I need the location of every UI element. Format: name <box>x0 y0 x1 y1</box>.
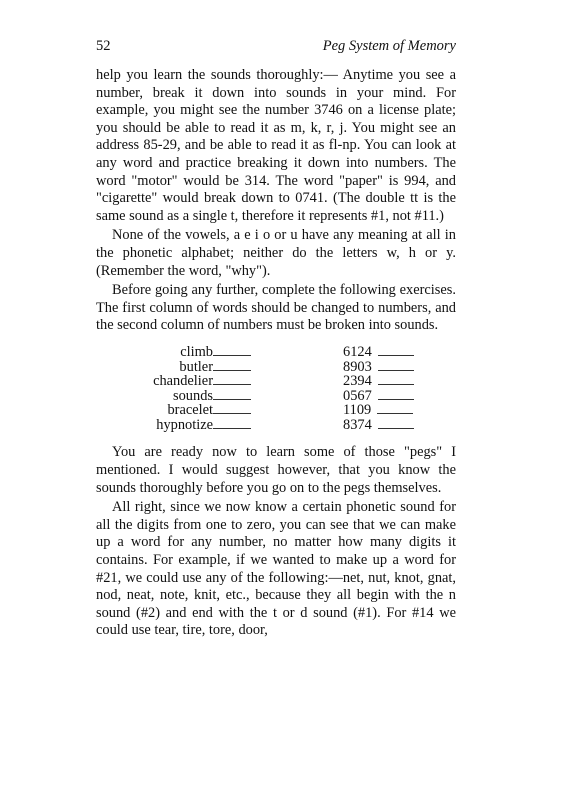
exercise-row <box>96 418 456 433</box>
exercise-number: 8374 <box>343 418 414 433</box>
page-header <box>96 38 456 60</box>
answer-blank[interactable] <box>213 403 251 414</box>
answer-blank[interactable] <box>213 389 251 400</box>
paragraph-words-for-numbers: All right, since we now know a certain phonetic sound for all the digits from one to zero, you can see that we can make up a word for any number, no matter how many digits it contains. For example, if we wanted to make up a word for #21, we could use any of the following:—net, nut, knot, gnat, nod, neat, note, knit, etc., because they all begin with the n sound (#2) and end with the t or d sound (#1). For #14 we could use tear, tire, tore, door, <box>96 499 456 639</box>
exercise-word: bracelet <box>167 403 251 418</box>
exercise-word: climb <box>180 345 251 360</box>
paragraph-vowels: None of the vowels, a e i o or u have any meaning at all in the phonetic alphabet; neither do the letters w, h or y. (Remember the word, "why"). <box>96 227 456 279</box>
answer-blank[interactable] <box>213 418 251 429</box>
exercise-word: chandelier <box>153 374 251 389</box>
exercise-row <box>96 403 456 418</box>
answer-blank[interactable] <box>213 345 251 356</box>
answer-blank[interactable] <box>378 360 414 371</box>
answer-blank[interactable] <box>378 345 414 356</box>
exercise-table <box>96 345 456 433</box>
answer-blank[interactable] <box>213 374 251 385</box>
paragraph-pegs: You are ready now to learn some of those "pegs" I mentioned. I would suggest however, that you know the sounds thoroughly before you go on to the pegs themselves. <box>96 444 456 496</box>
exercise-number: 2394 <box>343 374 414 389</box>
exercise-word: butler <box>179 360 251 375</box>
book-page <box>96 38 456 642</box>
exercise-row <box>96 374 456 389</box>
answer-blank[interactable] <box>377 403 413 414</box>
running-head: Peg System of Memory <box>322 38 456 54</box>
answer-blank[interactable] <box>213 360 251 371</box>
answer-blank[interactable] <box>378 374 414 385</box>
exercise-number: 8903 <box>343 360 414 375</box>
exercise-number: 6124 <box>343 345 414 360</box>
exercise-row <box>96 345 456 360</box>
answer-blank[interactable] <box>378 418 414 429</box>
exercise-row <box>96 389 456 404</box>
exercise-row <box>96 360 456 375</box>
paragraph-exercise-intro: Before going any further, complete the following exercises. The first column of words should be changed to numbers, and the second column of numbers must be broken into sounds. <box>96 282 456 334</box>
exercise-number: 1109 <box>343 403 413 418</box>
answer-blank[interactable] <box>378 389 414 400</box>
page-number: 52 <box>96 38 111 54</box>
exercise-number: 0567 <box>343 389 414 404</box>
exercise-word: sounds <box>173 389 251 404</box>
paragraph-continued: help you learn the sounds thoroughly:— Anytime you see a number, break it down into sounds in your mind. For example, you might see the number 3746 on a license plate; you should be able to read it as m, k, r, j. You might see an address 85-29, and be able to read it as fl-np. You can look at any word and practice breaking it down into numbers. The word "motor" would be 314. The word "paper" is 994, and "cigarette" would break down to 0741. (The double tt is the same sound as a single t, therefore it represents #1, not #11.) <box>96 67 456 224</box>
body-text <box>96 67 456 640</box>
exercise-word: hypnotize <box>156 418 251 433</box>
